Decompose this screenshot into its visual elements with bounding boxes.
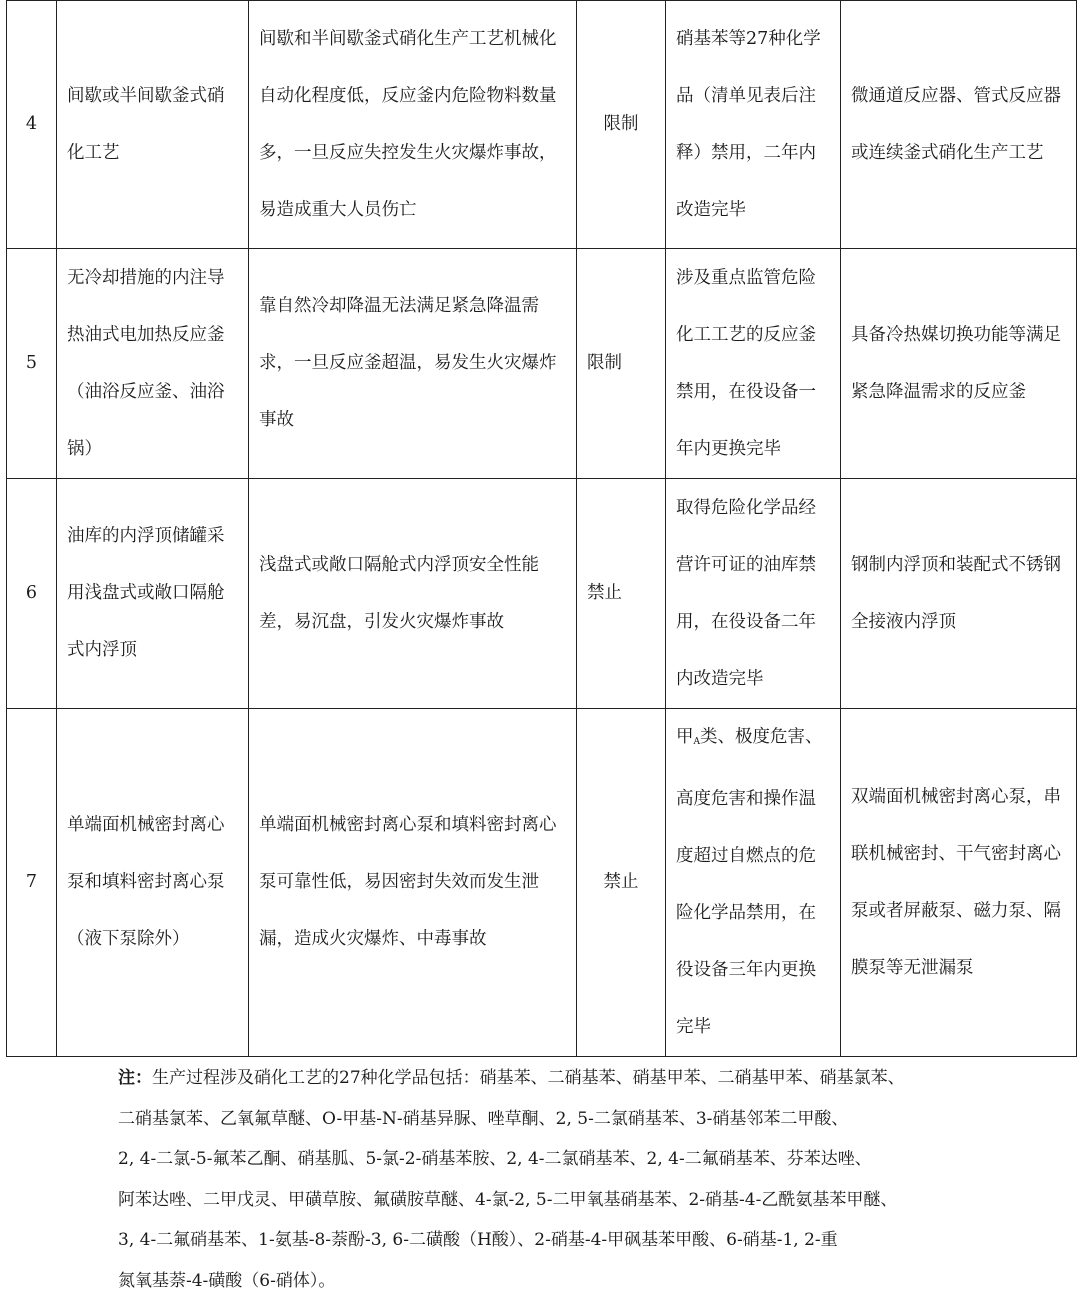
scope-text: 硝基苯等27种化学品（清单见表后注释）禁用，二年内改造完毕 [666,1,841,249]
equipment-name: 无冷却措施的内注导热油式电加热反应釜（油浴反应釜、油浴锅） [57,249,249,479]
note-label: 注： [118,1068,152,1088]
note-line: 氮氧基萘-4-磺酸（6-硝体）。 [118,1261,998,1301]
note-line: 2, 4-二氯-5-氟苯乙酮、硝基胍、5-氯-2-硝基苯胺、2, 4-二氯硝基苯、2, 4-二氟硝基苯、芬苯达唑、 [118,1139,998,1180]
row-number: 4 [7,1,57,249]
scope-rest: 类、极度危害、高度危害和操作温度超过自燃点的危险化学品禁用，在役设备三年内更换完毕 [676,727,823,1037]
scope-text: 涉及重点监管危险化工工艺的反应釜禁用，在役设备一年内更换完毕 [666,249,841,479]
row-number: 6 [7,479,57,709]
alternative-text: 双端面机械密封离心泵，串联机械密封、干气密封离心泵或者屏蔽泵、磁力泵、隔膜泵等无泄漏泵 [841,709,1077,1057]
scope-text [666,709,841,1057]
equipment-table [6,0,1077,1057]
alternative-text: 微通道反应器、管式反应器或连续釜式硝化生产工艺 [841,1,1077,249]
scope-prefix: 甲 [676,727,694,747]
restriction-type: 禁止 [577,479,666,709]
restriction-type: 限制 [577,249,666,479]
note-line [118,1058,998,1099]
table-note [118,1058,998,1301]
table-row [7,479,1077,709]
note-line-text: 生产过程涉及硝化工艺的27种化学品包括：硝基苯、二硝基苯、硝基甲苯、二硝基甲苯、硝基氯苯、 [152,1068,905,1088]
table-row [7,249,1077,479]
equipment-name: 间歇或半间歇釜式硝化工艺 [57,1,249,249]
row-number: 7 [7,709,57,1057]
note-line: 3, 4-二氟硝基苯、1-氨基-8-萘酚-3, 6-二磺酸（H酸）、2-硝基-4-甲砜基苯甲酸、6-硝基-1, 2-重 [118,1220,998,1261]
reason-text: 浅盘式或敞口隔舱式内浮顶安全性能差，易沉盘，引发火灾爆炸事故 [249,479,577,709]
note-line: 二硝基氯苯、乙氧氟草醚、O-甲基-N-硝基异脲、唑草酮、2, 5-二氯硝基苯、3-硝基邻苯二甲酸、 [118,1099,998,1140]
scope-subscript: A [694,737,701,747]
equipment-name: 单端面机械密封离心泵和填料密封离心泵（液下泵除外） [57,709,249,1057]
alternative-text: 钢制内浮顶和装配式不锈钢全接液内浮顶 [841,479,1077,709]
row-number: 5 [7,249,57,479]
alternative-text: 具备冷热媒切换功能等满足紧急降温需求的反应釜 [841,249,1077,479]
restriction-type: 限制 [577,1,666,249]
table-row [7,1,1077,249]
reason-text: 间歇和半间歇釜式硝化生产工艺机械化自动化程度低，反应釜内危险物料数量多，一旦反应失控发生火灾爆炸事故，易造成重大人员伤亡 [249,1,577,249]
reason-text: 靠自然冷却降温无法满足紧急降温需求，一旦反应釜超温，易发生火灾爆炸事故 [249,249,577,479]
restriction-type: 禁止 [577,709,666,1057]
equipment-name: 油库的内浮顶储罐采用浅盘式或敞口隔舱式内浮顶 [57,479,249,709]
note-line: 阿苯达唑、二甲戊灵、甲磺草胺、氟磺胺草醚、4-氯-2, 5-二甲氧基硝基苯、2-硝基-4-乙酰氨基苯甲醚、 [118,1180,998,1221]
table-row [7,709,1077,1057]
scope-text: 取得危险化学品经营许可证的油库禁用，在役设备二年内改造完毕 [666,479,841,709]
reason-text: 单端面机械密封离心泵和填料密封离心泵可靠性低，易因密封失效而发生泄漏，造成火灾爆炸、中毒事故 [249,709,577,1057]
